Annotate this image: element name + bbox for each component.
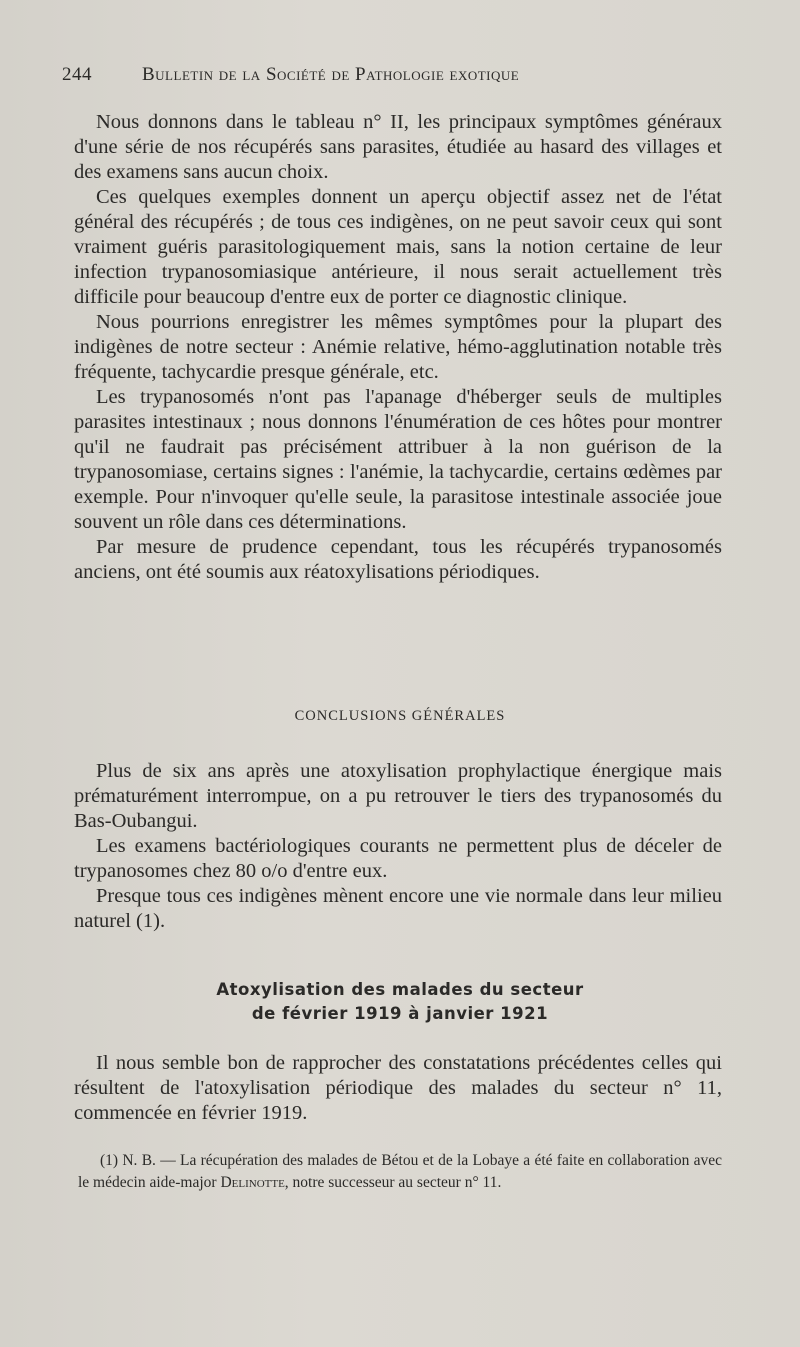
paragraph: Nous donnons dans le tableau n° II, les principaux symptômes généraux d'une série de nos récupérés sans parasites, étudiée au hasard des villages et des examens sans aucun choix. — [74, 111, 722, 183]
running-header — [62, 64, 722, 86]
section-heading: CONCLUSIONS GÉNÉRALES — [294, 708, 506, 724]
body-text-bottom — [74, 1051, 722, 1126]
paragraph: Les examens bactériologiques courants ne permettent plus de déceler de trypanosomes chez 80 o/o d'entre eux. — [74, 835, 722, 882]
paragraph: Par mesure de prudence cependant, tous les récupérés trypanosomés anciens, ont été soumis aux réatoxylisations périodiques. — [74, 536, 722, 583]
footnote-part: , notre successeur au secteur n° 11. — [284, 1174, 502, 1191]
page-number: 244 — [62, 64, 92, 85]
footnote-part: (1) N. B. — La récupération des malades de Bétou et de la Lobaye a été faite en collaboration avec le médecin aide-major — [78, 1152, 722, 1191]
paragraph: Ces quelques exemples donnent un aperçu objectif assez net de l'état général des récupérés ; de tous ces indigènes, on ne peut savoir ceux qui sont vraiment guéris parasitologiquement mais, sans la notion certaine de leur infection trypanosomiasique antérieure, il nous serait actuellement très difficile pour beaucoup d'entre eux de porter ce diagnostic clinique. — [74, 186, 722, 308]
subheading — [0, 978, 800, 1026]
paragraph: Presque tous ces indigènes mènent encore une vie normale dans leur milieu naturel (1). — [74, 885, 722, 932]
footnote-text — [78, 1150, 722, 1194]
body-text-conclusions — [74, 759, 722, 934]
paragraph: Les trypanosomés n'ont pas l'apanage d'héberger seuls de multiples parasites intestinaux ; nous donnons l'énumération de ces hôtes pour montrer qu'il ne faudrait pas précisément attribuer à la non guérison de la trypanosomiase, certains signes : l'anémie, la tachycardie, certains œdèmes par exemple. Pour n'invoquer qu'elle seule, la parasitose intestinale associée joue souvent un rôle dans ces déterminations. — [74, 386, 722, 533]
paragraph: Plus de six ans après une atoxylisation prophylactique énergique mais prématurément interrompue, on a pu retrouver le tiers des trypanosomés du Bas-Oubangui. — [74, 760, 722, 832]
running-title: Bulletin de la Société de Pathologie exotique — [142, 64, 520, 85]
body-text-top — [74, 110, 722, 585]
paragraph: Nous pourrions enregistrer les mêmes symptômes pour la plupart des indigènes de notre secteur : Anémie relative, hémo-agglutination notable très fréquente, tachycardie presque générale, etc. — [74, 311, 722, 383]
paragraph: Il nous semble bon de rapprocher des constatations précédentes celles qui résultent de l'atoxylisation périodique des malades du secteur n° 11, commencée en février 1919. — [74, 1052, 722, 1124]
footnote — [78, 1150, 722, 1194]
footnote-person-name: Delinotte — [220, 1174, 285, 1191]
subheading-line: Atoxylisation des malades du secteur — [216, 980, 584, 999]
subheading-line: de février 1919 à janvier 1921 — [251, 1004, 549, 1023]
